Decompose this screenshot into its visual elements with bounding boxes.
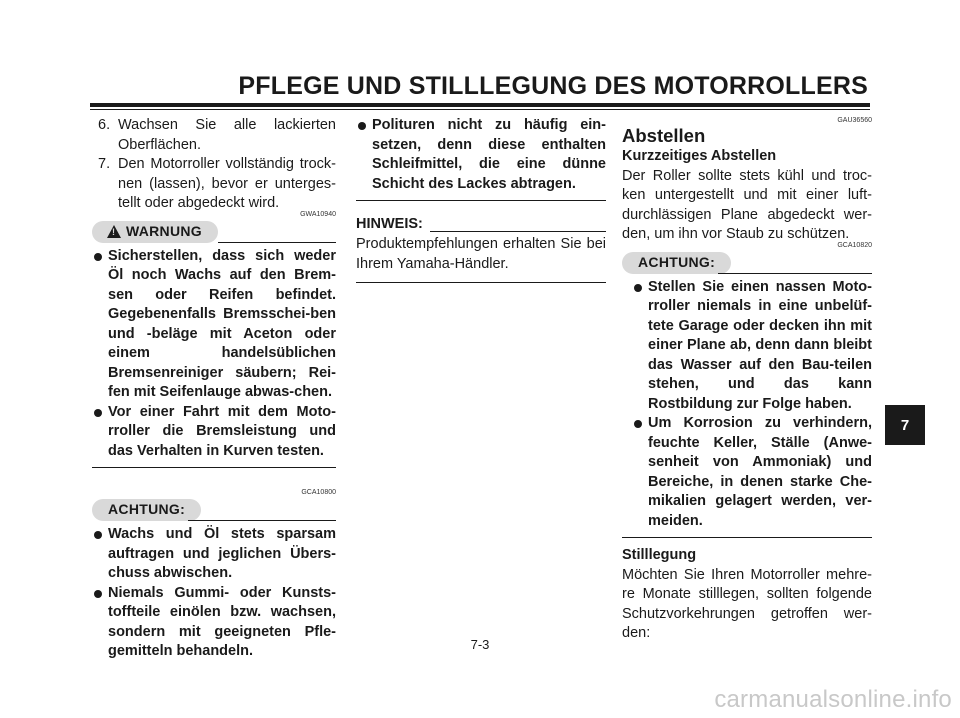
warning-bullet-text: Sicherstellen, dass sich weder Öl noch Wachs auf den Brem-sen oder Reifen befindet. Gegebenenfalls Bremsschei-ben und -beläge mit Aceton oder einem handelsüblichen Bremsenreiniger säubern; Rei-fen mit Seifenlauge abwas-chen. bbox=[108, 247, 336, 400]
bullet-dot-icon bbox=[634, 420, 642, 428]
caution-header-rule bbox=[188, 520, 336, 521]
column-middle bbox=[356, 116, 606, 283]
caution-bullet-text: Wachs und Öl stets sparsam auftragen und jeglichen Übers-chuss abwischen. bbox=[108, 526, 336, 581]
header-rule-thin bbox=[90, 109, 870, 110]
warning-badge bbox=[92, 221, 218, 243]
caution-bullet bbox=[358, 116, 606, 194]
bullet-dot-icon bbox=[634, 284, 642, 292]
list-item bbox=[92, 155, 336, 214]
section-code: GAU36560 bbox=[837, 117, 872, 124]
caution-header bbox=[92, 499, 336, 521]
caution-bullet-text: Um Korrosion zu verhindern, feuchte Keller, Ställe (Anwe-senheit von Ammoniak) und Bereiche, in denen starke Che-mikalien gelagert werden, ver-meiden. bbox=[648, 415, 872, 529]
caution-bullet-text: Niemals Gummi- oder Kunsts-toffteile einölen bzw. wachsen, sondern mit geeigneten Pfle-gemitteln behandeln. bbox=[108, 584, 336, 659]
note-header-rule bbox=[430, 231, 606, 232]
note-label: HINWEIS: bbox=[356, 216, 423, 232]
bullet-dot-icon bbox=[94, 253, 102, 261]
caution-bullet-text: Polituren nicht zu häufig ein-setzen, denn diese enthalten Schleifmittel, die eine dünne Schicht des Lackes abtragen. bbox=[372, 117, 606, 192]
caution-bullet bbox=[94, 525, 336, 584]
caution-box-end-rule bbox=[356, 200, 606, 201]
caution-badge bbox=[92, 499, 201, 521]
bullet-dot-icon bbox=[94, 531, 102, 539]
caution-code: GCA10820 bbox=[837, 241, 872, 249]
section-title: Abstellen bbox=[622, 125, 706, 146]
note-header bbox=[356, 215, 606, 235]
caution-list bbox=[622, 278, 872, 532]
bullet-dot-icon bbox=[94, 409, 102, 417]
bullet-dot-icon bbox=[358, 122, 366, 130]
warning-header-rule bbox=[218, 242, 336, 243]
warning-bullet bbox=[94, 403, 336, 462]
warning-triangle-icon bbox=[107, 225, 121, 238]
caution-header bbox=[622, 252, 872, 274]
caution-bullet bbox=[634, 414, 872, 531]
subsection-title-short-term: Kurzzeitiges Abstellen bbox=[622, 148, 777, 164]
note-text: Produktempfehlungen erhalten Sie bei Ihrem Yamaha-Händler. bbox=[356, 236, 606, 272]
warning-label: WARNUNG bbox=[126, 222, 202, 239]
caution-label: ACHTUNG: bbox=[108, 501, 186, 518]
column-right bbox=[622, 116, 872, 644]
caution-header-rule bbox=[718, 273, 872, 274]
warning-box-end-rule bbox=[92, 467, 336, 468]
list-item bbox=[92, 116, 336, 155]
warning-list bbox=[92, 247, 336, 462]
watermark: carmanualsonline.info bbox=[714, 686, 952, 713]
header-rule bbox=[90, 103, 870, 107]
caution-list-continued bbox=[356, 116, 606, 194]
caution-bullet bbox=[634, 278, 872, 415]
page-title: PFLEGE UND STILLLEGUNG DES MOTORROLLERS bbox=[238, 72, 868, 100]
note-end-rule bbox=[356, 282, 606, 283]
caution-bullet-text: Stellen Sie einen nassen Moto-rroller niemals in eine unbelüf-tete Garage oder decken ihn mit einer Plane ab, denn dann bleibt das Wasser auf den Bau-teilen stehen, und das kann Rostbildung zur Folge haben. bbox=[648, 278, 872, 412]
caution-badge bbox=[622, 252, 731, 274]
subsection-title-long-term: Stilllegung bbox=[622, 547, 697, 563]
warning-header bbox=[92, 221, 336, 243]
warning-bullet-text: Vor einer Fahrt mit dem Moto-rroller die Bremsleistung und das Verhalten in Kurven testen. bbox=[108, 403, 336, 459]
list-item-number: 7. bbox=[98, 156, 111, 172]
list-item-text: Den Motorroller vollständig trock-nen (lassen), bevor er unterges-tellt oder abgedeckt wird. bbox=[118, 156, 336, 211]
column-left bbox=[92, 116, 336, 662]
list-item-text: Wachsen Sie alle lackierten Oberflächen. bbox=[118, 117, 336, 153]
page-number: 7-3 bbox=[470, 637, 490, 652]
warning-bullet bbox=[94, 247, 336, 403]
caution-box-end-rule bbox=[622, 537, 872, 538]
list-item-number: 6. bbox=[98, 117, 111, 133]
long-term-text: Möchten Sie Ihren Motorroller mehre-re Monate stilllegen, sollten folgende Schutzvorkehrungen getroffen wer-den: bbox=[622, 566, 872, 641]
warning-code: GWA10940 bbox=[300, 210, 336, 218]
caution-label: ACHTUNG: bbox=[638, 253, 716, 270]
bullet-dot-icon bbox=[94, 590, 102, 598]
short-term-text: Der Roller sollte stets kühl und troc-ken untergestellt und mit einer luft-durchlässigen Plane abgedeckt wer-den, um ihn vor Staub zu schützen. bbox=[622, 167, 872, 242]
chapter-tab[interactable]: 7 bbox=[885, 405, 925, 445]
caution-code: GCA10800 bbox=[301, 489, 336, 496]
